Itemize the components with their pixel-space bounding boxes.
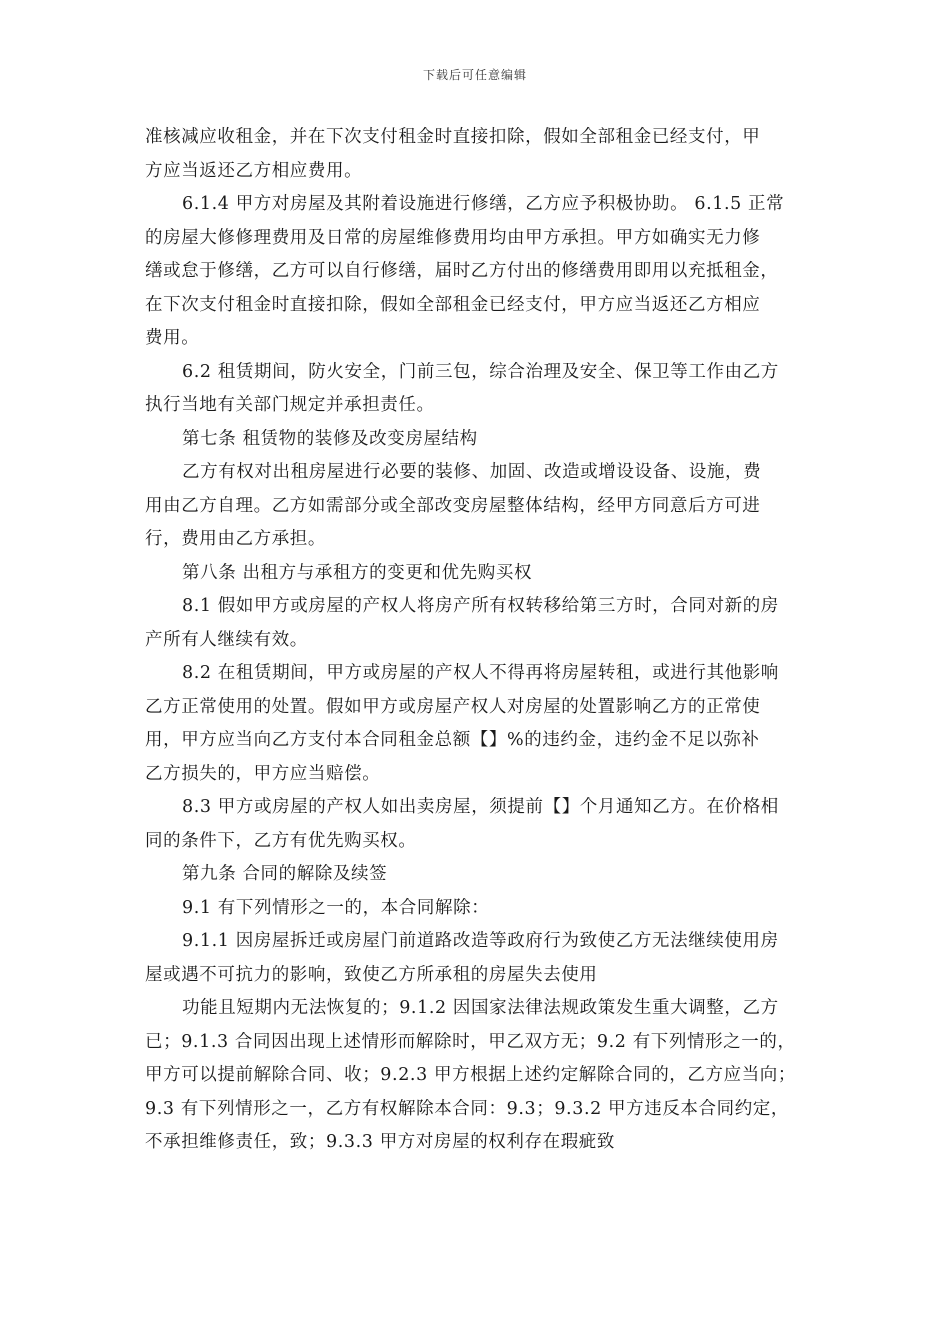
text-line: 8.3 甲方或房屋的产权人如出卖房屋，须提前【】个月通知乙方。在价格相 [182, 797, 779, 817]
text-line: 9.1.1 因房屋拆迁或房屋门前道路改造等政府行为致使乙方无法继续使用房 [182, 931, 779, 951]
text-line: 用，甲方应当向乙方支付本合同租金总额【】%的违约金，违约金不足以弥补 [145, 730, 760, 750]
text-line: 的房屋大修修理费用及日常的房屋维修费用均由甲方承担。甲方如确实无力修 [145, 227, 761, 248]
text-line: 乙方正常使用的处置。假如甲方或房屋产权人对房屋的处置影响乙方的正常使 [145, 696, 761, 717]
text-line: 6.1.4 甲方对房屋及其附着设施进行修缮，乙方应予积极协助。 6.1.5 正常 [182, 194, 785, 214]
text-line: 甲方可以提前解除合同、收；9.2.3 甲方根据上述约定解除合同的，乙方应当向； [145, 1065, 796, 1085]
text-line: 乙方损失的，甲方应当赔偿。 [145, 763, 381, 784]
text-line: 缮或怠于修缮，乙方可以自行修缮，届时乙方付出的修缮费用即用以充抵租金， [145, 261, 779, 281]
text-line: 方应当返还乙方相应费用。 [145, 160, 363, 181]
text-line: 第八条 出租方与承租方的变更和优先购买权 [182, 562, 533, 583]
page-header: 下载后可任意编辑 [422, 68, 527, 82]
text-line: 在下次支付租金时直接扣除，假如全部租金已经支付，甲方应当返还乙方相应 [145, 294, 761, 315]
text-line: 同的条件下，乙方有优先购买权。 [145, 830, 417, 851]
text-line: 6.2 租赁期间，防火安全，门前三包，综合治理及安全、保卫等工作由乙方 [182, 361, 779, 382]
text-line: 第七条 租赁物的装修及改变房屋结构 [182, 428, 478, 449]
text-line: 8.2 在租赁期间，甲方或房屋的产权人不得再将房屋转租，或进行其他影响 [182, 663, 779, 683]
text-line: 费用。 [145, 328, 200, 348]
text-line: 准核减应收租金，并在下次支付租金时直接扣除，假如全部租金已经支付，甲 [145, 127, 761, 147]
text-line: 不承担维修责任，致；9.3.3 甲方对房屋的权利存在瑕疵致 [145, 1132, 615, 1152]
document-body [145, 121, 805, 1160]
text-line: 功能且短期内无法恢复的；9.1.2 因国家法律法规政策发生重大调整，乙方 [182, 998, 779, 1018]
text-line: 乙方有权对出租房屋进行必要的装修、加固、改造或增设设备、设施，费 [182, 462, 762, 482]
text-line: 执行当地有关部门规定并承担责任。 [145, 395, 435, 415]
text-line: 8.1 假如甲方或房屋的产权人将房产所有权转移给第三方时，合同对新的房 [182, 596, 779, 616]
text-line: 9.3 有下列情形之一，乙方有权解除本合同：9.3；9.3.2 甲方违反本合同约定， [145, 1098, 790, 1119]
text-line: 产所有人继续有效。 [145, 629, 308, 650]
text-line: 9.1 有下列情形之一的，本合同解除： [182, 897, 490, 918]
text-line: 第九条 合同的解除及续签 [182, 864, 388, 884]
text-line: 行，费用由乙方承担。 [145, 529, 326, 549]
text-line: 屋或遇不可抗力的影响，致使乙方所承租的房屋失去使用 [145, 964, 598, 985]
text-line: 已；9.1.3 合同因出现上述情形而解除时，甲乙双方无；9.2 有下列情形之一的， [145, 1031, 796, 1052]
text-line: 用由乙方自理。乙方如需部分或全部改变房屋整体结构，经甲方同意后方可进 [145, 495, 761, 516]
